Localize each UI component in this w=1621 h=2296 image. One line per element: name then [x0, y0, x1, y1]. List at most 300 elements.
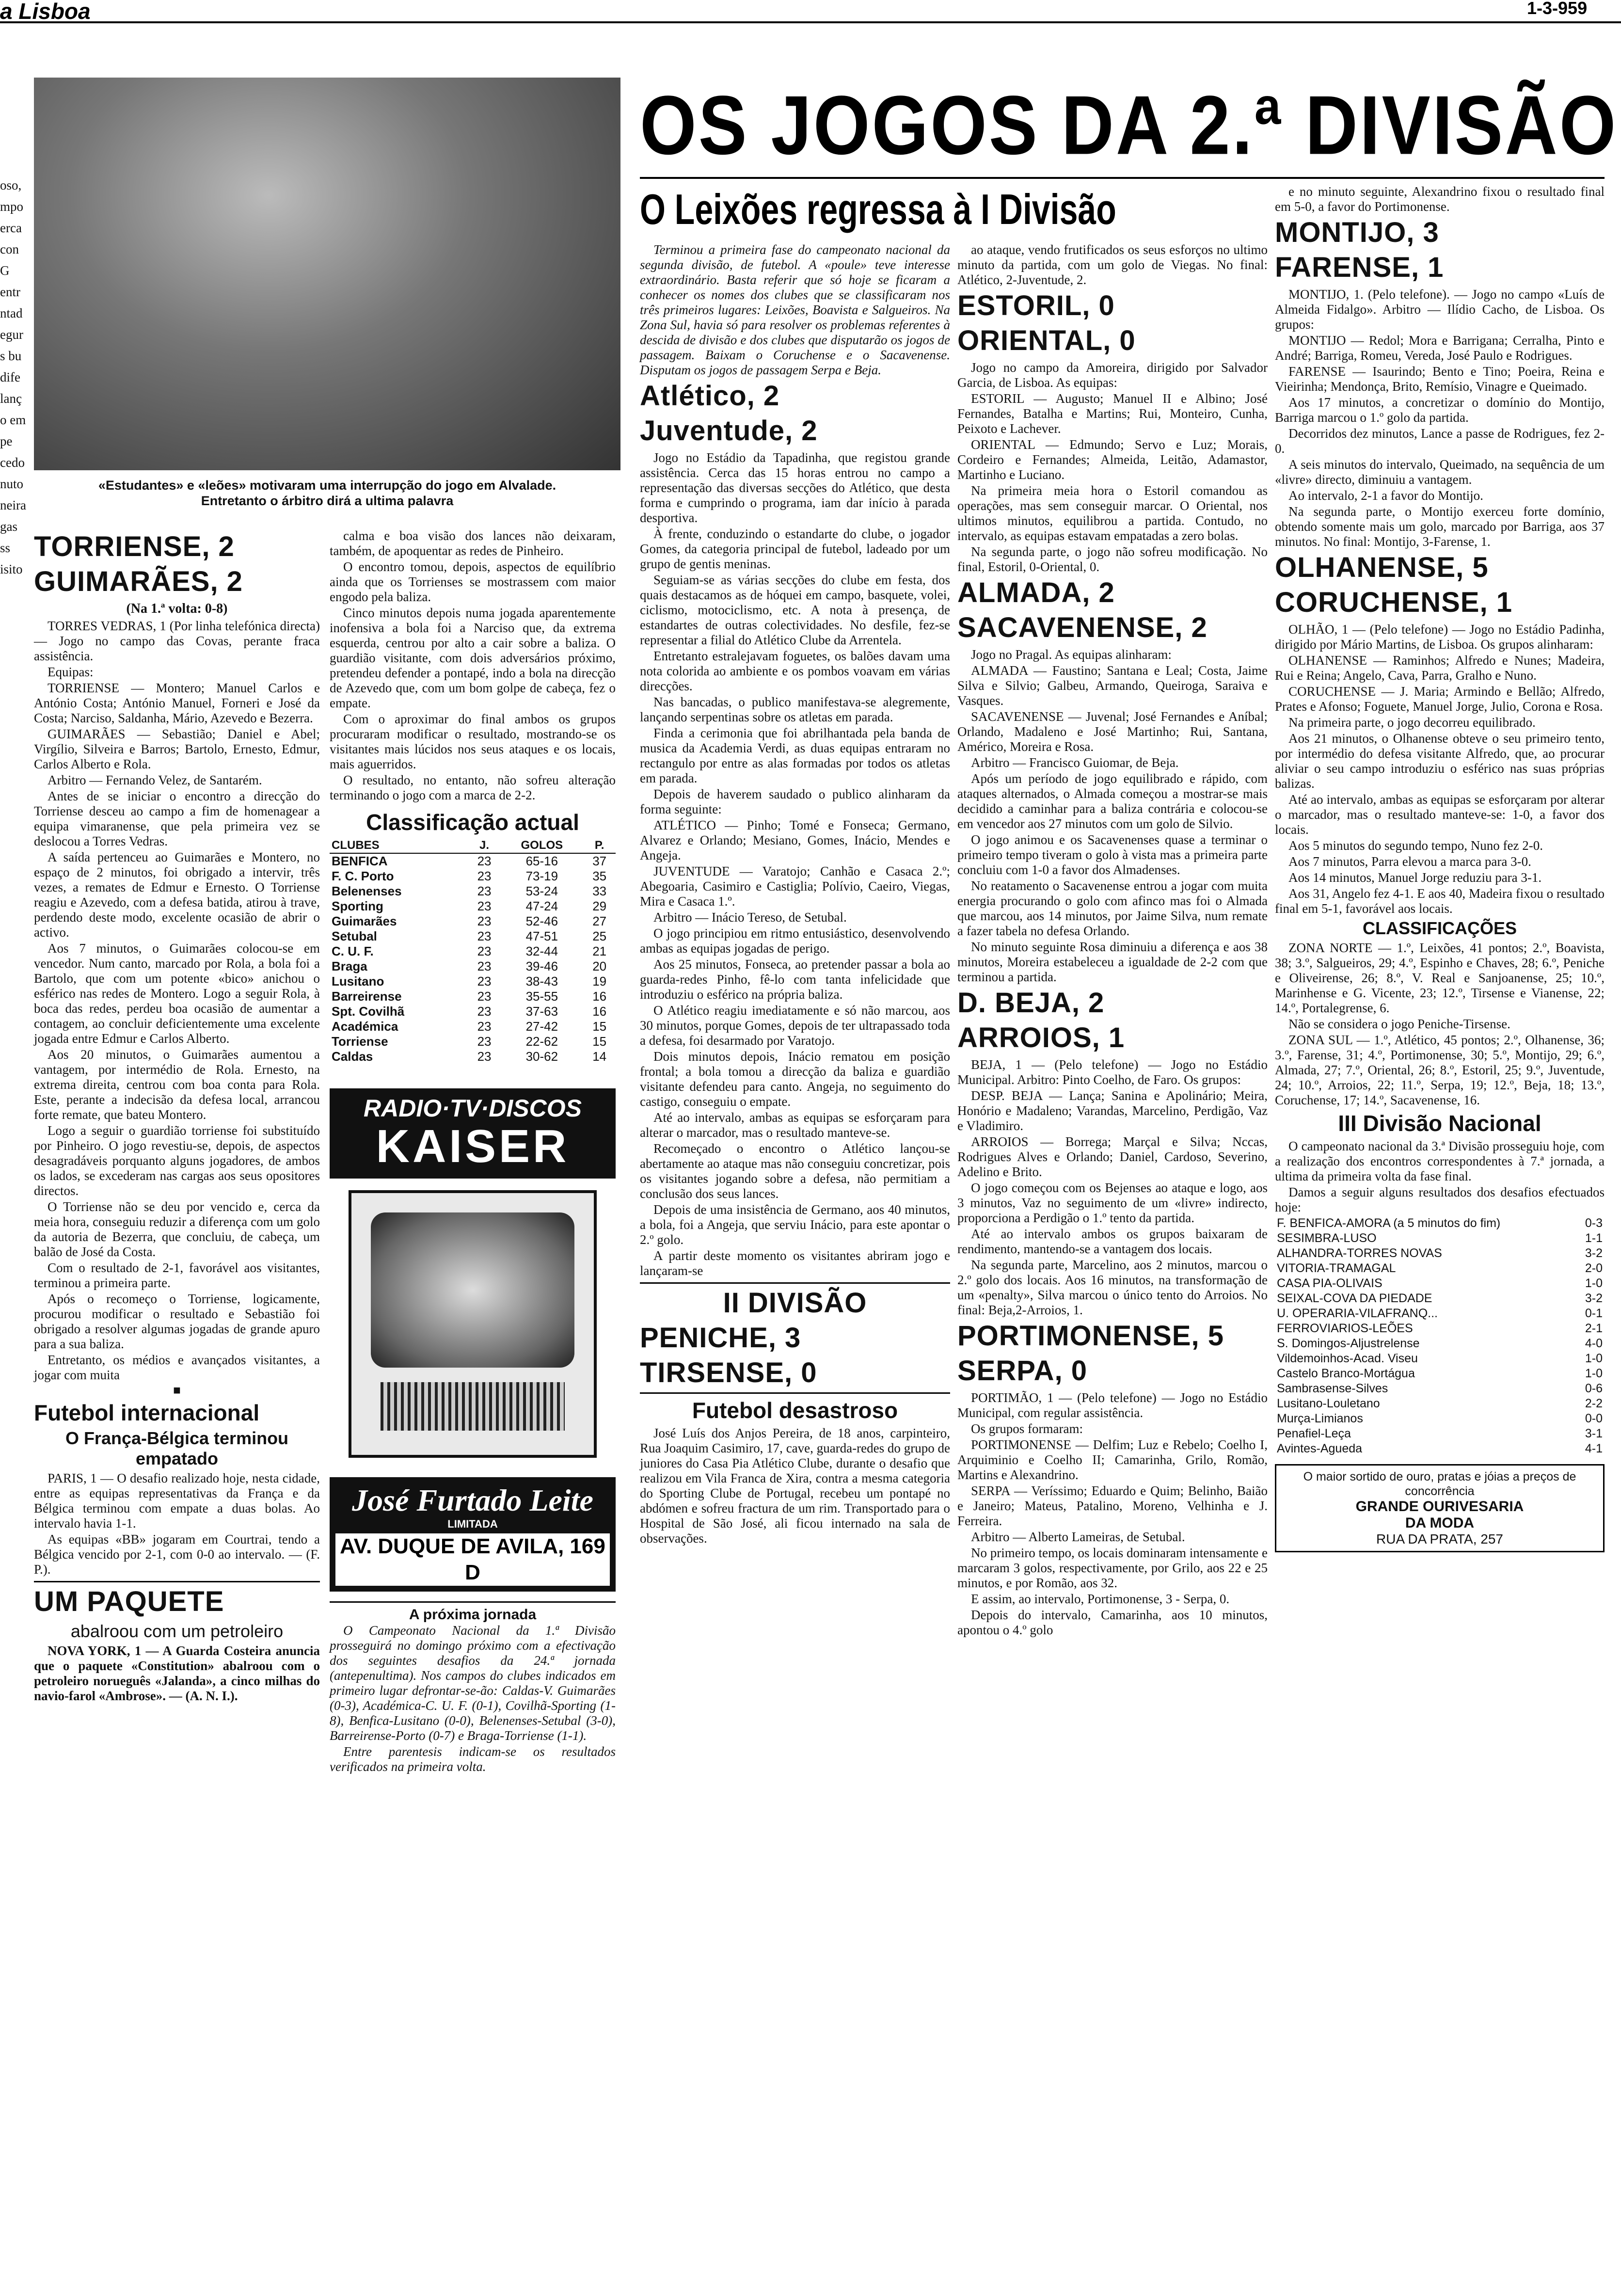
proxima-jornada-note: Entre parentesis indicam-se os resultados verificados na primeira volta. [330, 1744, 616, 1774]
article-paragraph: Não se considera o jogo Peniche-Tirsense. [1288, 1017, 1510, 1031]
rule [640, 1392, 950, 1394]
paquete-title: UM PAQUETE [34, 1586, 224, 1617]
match-cell: ALHANDRA-TORRES NOVAS [1277, 1246, 1442, 1260]
proxima-jornada-box [330, 1601, 616, 1774]
club-cell: Académica [332, 1019, 398, 1034]
article-paragraph: O Atlético reagiu imediatamente e só não marcou, aos 30 minutos, porque Gomes, depois de ter ultrapassado toda a defesa, foi desarmado por Varatojo. [640, 1003, 950, 1048]
score-cell: 3-2 [1585, 1246, 1603, 1260]
article-paragraph: Após o recomeço o Torriense, logicamente, procurou modificar o resultado e Sebastião foi obrigado a resolver algumas jogadas de grande apuro para a sua baliza. [34, 1292, 320, 1351]
article-paragraph: A saída pertenceu ao Guimarães e Montero, no espaço de 2 minutos, foi obrigado a intervir, três vezes, a remates de Edmur e Ernesto. O Torriense reagiu e Azevedo, com a defesa batida, atirou à trave, perdendo deste modo, excelente ocasião de abrir o activo. [34, 850, 320, 940]
p-cell: 27 [592, 914, 607, 928]
olhanense-title2: CORUCHENSE, 1 [1275, 587, 1512, 618]
golos-cell: 73-19 [525, 869, 558, 883]
torriense-continuation [330, 528, 616, 803]
j-cell: 23 [477, 1004, 492, 1019]
golos-cell: 27-42 [525, 1019, 558, 1034]
article-paragraph: Jogo no Estádio da Tapadinha, que registou grande assistência. Cerca das 15 horas entrou no campo a representação das diversas secções do Atlético, que desta forma e cumprindo o programa, iam dar início à parada desportiva. [640, 450, 950, 525]
article-paragraph: A seis minutos do intervalo, Queimado, na sequência de um «livre» directo, diminuiu a vantagem. [1275, 457, 1605, 487]
edge-fragment: nuto [0, 477, 24, 491]
table-row [330, 944, 616, 959]
article-paragraph: PORTIMONENSE — Delfim; Luz e Rebelo; Coelho I, Arquiminio e Coelho II; Camarinha, Grilo, Romão, Martins e Alexandrino. [957, 1437, 1268, 1482]
table-row [330, 1004, 616, 1019]
club-cell: Caldas [332, 1049, 373, 1064]
table-row [330, 884, 616, 899]
table-row [330, 989, 616, 1004]
golos-cell: 37-63 [525, 1004, 558, 1019]
ad-ourivesaria-line4: RUA DA PRATA, 257 [1376, 1531, 1503, 1547]
article-paragraph: Com o resultado de 2-1, favorável aos visitantes, terminou a primeira parte. [34, 1260, 320, 1290]
torriense-title1: TORRIENSE, 2 [34, 531, 235, 562]
col-clubes: CLUBES [330, 838, 468, 853]
edge-fragment: gas [0, 519, 17, 534]
article-paragraph: Aos 17 minutos, a concretizar o domínio do Montijo, Barriga marcou o 1.º golo da partida. [1275, 395, 1605, 425]
p-cell: 37 [592, 854, 607, 868]
article-paragraph: GUIMARÃES — Sebastião; Daniel e Abel; Virgílio, Silveira e Barros; Bartolo, Ernesto, Edmur, Carlos Alberto e Rola. [34, 727, 320, 771]
classificacao-table [330, 838, 616, 1064]
table-row [330, 914, 616, 929]
beja-text [957, 1057, 1268, 1318]
table-row [330, 959, 616, 974]
ad-ourivesaria-line1: O maior sortido de ouro, pratas e jóias a preços de concorrência [1303, 1470, 1576, 1498]
montijo-text [1275, 287, 1605, 549]
article-paragraph: Aos 7 minutos, Parra elevou a marca para 3-0. [1288, 854, 1531, 869]
p-cell: 16 [592, 989, 607, 1004]
score-cell: 1-0 [1585, 1352, 1603, 1365]
article-paragraph: Equipas: [48, 665, 94, 679]
j-cell: 23 [477, 854, 492, 868]
article-paragraph: Entretanto estralejavam foguetes, os balões davam uma nota colorida ao ambiente e os pombos voavam em várias direcções. [640, 649, 950, 693]
col-j: J. [468, 838, 501, 853]
table-row [330, 853, 616, 869]
tv-screen [371, 1212, 574, 1368]
article-paragraph: Nas bancadas, o publico manifestava-se alegremente, lançando serpentinas sobre os atletas em parada. [640, 695, 950, 724]
score-cell: 2-0 [1585, 1261, 1603, 1275]
table-row [330, 1034, 616, 1049]
estoril-title1: ESTORIL, 0 [957, 290, 1115, 321]
j-cell: 23 [477, 974, 492, 989]
result-row [1275, 1261, 1605, 1276]
col-golos: GOLOS [500, 838, 583, 853]
edge-fragment: isito [0, 562, 23, 576]
article-paragraph: Aos 7 minutos, o Guimarães colocou-se em vencedor. Num canto, marcado por Rola, a bola foi a Bartolo, que com um potente «bico» anichou o esférico nas redes de Montero. Logo a seguir Rola, à boca das redes, perdeu boa ocasião de aumentar a contagem, ao concluir deficientemente uma excelente jogada entre Edmur e Carlos Alberto. [34, 941, 320, 1046]
article-paragraph: BEJA, 1 — (Pelo telefone) — Jogo no Estádio Municipal. Arbitro: Pinto Coelho, de Faro. Os grupos: [957, 1057, 1268, 1087]
article-paragraph: O jogo começou com os Bejenses ao ataque e logo, aos 3 minutos, Vaz no seguimento de um «livre» indirecto, proporciona a Perdigão o 1.º tento da partida. [957, 1180, 1268, 1225]
article-paragraph: Aos 14 minutos, Manuel Jorge reduziu para 3-1. [1288, 870, 1542, 885]
club-cell: Braga [332, 959, 367, 973]
result-row [1275, 1351, 1605, 1366]
ad-furtado-sub: LIMITADA [447, 1518, 498, 1530]
golos-cell: 65-16 [525, 854, 558, 868]
result-row [1275, 1231, 1605, 1246]
p-cell: 16 [592, 1004, 607, 1019]
golos-cell: 22-62 [525, 1034, 558, 1049]
club-cell: Spt. Covilhã [332, 1004, 405, 1019]
rule [640, 1282, 950, 1284]
column-results [957, 242, 1268, 2167]
atletico-title2: Juventude, 2 [640, 415, 818, 446]
almada-title1: ALMADA, 2 [957, 577, 1115, 608]
score-cell: 0-1 [1585, 1307, 1603, 1320]
ii-divisao-title: II DIVISÃO [723, 1287, 867, 1319]
match-cell: Sambrasense-Silves [1277, 1382, 1388, 1395]
score-cell: 3-2 [1585, 1292, 1603, 1305]
ad-kaiser [330, 1088, 616, 1179]
table-row [330, 929, 616, 944]
j-cell: 23 [477, 989, 492, 1004]
match-cell: Penafiel-Leça [1277, 1427, 1351, 1440]
match-cell: VITORIA-TRAMAGAL [1277, 1261, 1396, 1275]
article-paragraph: Arbitro — Inácio Tereso, de Setubal. [653, 910, 847, 925]
title-rule [640, 177, 1605, 179]
club-cell: Sporting [332, 899, 383, 913]
p-cell: 20 [592, 959, 607, 973]
article-paragraph: Arbitro — Francisco Guiomar, de Beja. [971, 755, 1179, 770]
article-paragraph: O resultado, no entanto, não sofreu alteração terminando o jogo com a marca de 2-2. [330, 773, 616, 802]
club-cell: Barreirense [332, 989, 402, 1004]
article-paragraph: Até ao intervalo ambos os grupos baixaram de rendimento, mantendo-se a vantagem dos locais. [957, 1227, 1268, 1256]
article-paragraph: SACAVENENSE — Juvenal; José Fernandes e Aníbal; Orlando, Madaleno e José Martinho; Rui, Santana, Américo, Moreira e Rosa. [957, 709, 1268, 754]
article-paragraph: Na primeira parte, o jogo decorreu equilibrado. [1288, 715, 1536, 730]
p-cell: 19 [592, 974, 607, 989]
desastroso-title: Futebol desastroso [692, 1398, 898, 1423]
article-paragraph: TORRIENSE — Montero; Manuel Carlos e António Costa; António Manuel, Forneri e José da Costa; Narciso, Saldanha, Mário, Azevedo e Bezerra. [34, 681, 320, 725]
photo-caption-line1: «Estudantes» e «leões» motivaram uma interrupção do jogo em Alvalade. [98, 478, 556, 493]
match-cell: Castelo Branco-Mortágua [1277, 1367, 1415, 1380]
score-cell: 2-2 [1585, 1397, 1603, 1410]
article-paragraph: Recomeçado o encontro o Atlético lançou-se abertamente ao ataque mas não conseguiu concretizar, pois os visitantes jogando sobre a defesa, não permitiam a conclusão dos seus lances. [640, 1141, 950, 1201]
golos-cell: 32-44 [525, 944, 558, 958]
golos-cell: 53-24 [525, 884, 558, 898]
paquete-text [34, 1643, 320, 1704]
match-cell: SEIXAL-COVA DA PIEDADE [1277, 1292, 1432, 1305]
table-row [330, 1049, 616, 1064]
p-cell: 14 [592, 1049, 607, 1064]
article-paragraph: CORUCHENSE — J. Maria; Armindo e Bellão; Alfredo, Prates e Afonso; Foguete, Manuel Jorge, Julio, Corona e Rosa. [1275, 684, 1605, 714]
match-cell: Vildemoinhos-Acad. Viseu [1277, 1352, 1418, 1365]
ad-tv-illustration [349, 1190, 597, 1458]
atletico-ending-paragraph: ao ataque, vendo frutificados os seus esforços no ultimo minuto da partida, com um golo de Viegas. No final: Atlético, 2-Juventude, 2. [957, 242, 1268, 287]
article-paragraph: FARENSE — Isaurindo; Bento e Tino; Poeira, Reina e Vieirinha; Mendonça, Brito, Remísio, Vinagre e Queimado. [1275, 364, 1605, 394]
desastroso-paragraph: José Luís dos Anjos Pereira, de 18 anos, carpinteiro, Rua Joaquim Casimiro, 17, cave, guarda-redes do grupo de juniores do Casa Pia Atlético Clube, durante o desafio que realizou em Vila Franca de Xira, contra a mesma categoria do Sporting Clube de Portugal, recebeu um pontapé no abdómen e sofreu fractura de um rim. Transportado para o Hospital de São José, ali ficou internado na sala de observações. [640, 1426, 950, 1546]
match-cell: Murça-Limianos [1277, 1412, 1363, 1425]
j-cell: 23 [477, 899, 492, 913]
result-row [1275, 1216, 1605, 1231]
score-cell: 1-0 [1585, 1276, 1603, 1290]
column-right [1275, 184, 1605, 2167]
match-cell: Lusitano-Louletano [1277, 1397, 1380, 1410]
result-row [1275, 1321, 1605, 1336]
match-cell: SESIMBRA-LUSO [1277, 1231, 1377, 1245]
j-cell: 23 [477, 1049, 492, 1064]
article-paragraph: PORTIMÃO, 1 — (Pelo telefone) — Jogo no Estádio Municipal, com regular assistência. [957, 1390, 1268, 1420]
table-row [330, 1019, 616, 1034]
ad-ourivesaria-line2: GRANDE OURIVESARIA [1355, 1499, 1524, 1515]
result-row [1275, 1441, 1605, 1456]
futebol-internacional-subtitle: O França-Bélgica terminou empatado [65, 1428, 289, 1468]
edge-fragment: oso, [0, 178, 22, 192]
article-paragraph: TORRES VEDRAS, 1 (Por linha telefónica directa) — Jogo no campo das Covas, perante fraca assistência. [34, 619, 320, 663]
classificacoes-text [1275, 941, 1605, 1108]
article-paragraph: ATLÉTICO — Pinho; Tomé e Fonseca; Germano, Alvarez e Orlando; Mesiano, Gomes, Inácio, Mendes e Angeja. [640, 818, 950, 862]
desastroso-text [640, 1426, 950, 1546]
score-cell: 2-1 [1585, 1322, 1603, 1335]
golos-cell: 39-46 [525, 959, 558, 973]
result-row [1275, 1411, 1605, 1426]
article-paragraph: As equipas «BB» jogaram em Courtrai, tendo a Bélgica vencido por 2-1, com 0-0 ao intervalo. — (F. P.). [34, 1532, 320, 1577]
table-row [330, 974, 616, 989]
article-paragraph: ORIENTAL — Edmundo; Servo e Luz; Morais, Cordeiro e Fernandes; Almeida, Leitão, Adamastor, Martinho e Luciano. [957, 437, 1268, 482]
p-cell: 29 [592, 899, 607, 913]
p-cell: 35 [592, 869, 607, 883]
tirsense-title: TIRSENSE, 0 [640, 1357, 817, 1388]
portimonense-text [957, 1390, 1268, 1638]
article-paragraph: E assim, ao intervalo, Portimonense, 3 - Serpa, 0. [971, 1592, 1230, 1606]
club-cell: C. U. F. [332, 944, 374, 958]
almada-text [957, 647, 1268, 985]
article-paragraph: OLHANENSE — Raminhos; Alfredo e Nunes; Madeira, Rui e Reina; Angelo, Cava, Parra, Gralho e Nuno. [1275, 653, 1605, 683]
article-paragraph: JUVENTUDE — Varatojo; Canhão e Casaca 2.º; Abegoaria, Casimiro e Castiglia; Polívio, Caeiro, Viegas, Mira e Casaca 1.º. [640, 864, 950, 909]
atletico-title1: Atlético, 2 [640, 380, 780, 412]
classificacoes-title: CLASSIFICAÇÕES [1362, 918, 1517, 938]
portimonense-ending [1275, 184, 1605, 214]
photo-match [34, 78, 620, 470]
ad-kaiser-line1: RADIO·TV·DISCOS [364, 1095, 582, 1122]
match-cell: Avintes-Agueda [1277, 1442, 1363, 1455]
article-paragraph: Aos 5 minutos do segundo tempo, Nuno fez 2-0. [1288, 838, 1543, 853]
edge-fragments [0, 175, 29, 580]
article-paragraph: Dois minutos depois, Inácio rematou em posição frontal; a bola tomou a direcção da baliza e guardião visitante defendeu para canto. Angeja, no seguimento do castigo, conseguiu o empate. [640, 1049, 950, 1109]
result-row [1275, 1306, 1605, 1321]
article-paragraph: Depois do intervalo, Camarinha, aos 10 minutos, apontou o 4.º golo [957, 1608, 1268, 1637]
iii-divisao-title: III Divisão Nacional [1338, 1111, 1542, 1136]
club-cell: Torriense [332, 1034, 388, 1049]
portimonense-title1: PORTIMONENSE, 5 [957, 1320, 1224, 1352]
edge-fragment: cedo [0, 455, 25, 470]
futebol-internacional-title: Futebol internacional [34, 1400, 260, 1425]
match-cell: FERROVIARIOS-LEÕES [1277, 1322, 1413, 1335]
masthead-date: 1-3-959 [1527, 0, 1588, 18]
j-cell: 23 [477, 944, 492, 958]
edge-fragment: con [0, 242, 19, 256]
atletico-text [640, 450, 950, 1278]
golos-cell: 38-43 [525, 974, 558, 989]
article-paragraph: Depois de haverem saudado o publico alinharam da forma seguinte: [640, 787, 950, 816]
club-cell: F. C. Porto [332, 869, 394, 883]
article-paragraph: Entretanto, os médios e avançados visitantes, a jogar com muita [34, 1353, 320, 1382]
edge-fragment: s bu [0, 349, 22, 363]
p-cell: 33 [592, 884, 607, 898]
column-classificacao [330, 528, 616, 2167]
column-torriense [34, 528, 320, 2167]
masthead-rule [0, 21, 1621, 23]
separator: ■ [173, 1383, 181, 1397]
result-row [1275, 1426, 1605, 1441]
article-paragraph: MONTIJO — Redol; Mora e Barrigana; Cerralha, Pinto e André; Barriga, Romeu, Vereda, José Paulo e Rodrigues. [1275, 333, 1605, 363]
p-cell: 21 [592, 944, 607, 958]
article-paragraph: A partir deste momento os visitantes abriram jogo e lançaram-se [640, 1248, 950, 1278]
article-paragraph: Depois de uma insistência de Germano, aos 40 minutos, a bola, foi a Angeja, que serviu Inácio, para este apontar o 2.º golo. [640, 1202, 950, 1247]
club-cell: Guimarães [332, 914, 397, 928]
edge-fragment: mpo [0, 199, 24, 214]
article-paragraph: Com o aproximar do final ambos os grupos procuraram modificar o resultado, mostrando-se os visitantes mais lúcidos nos seus ataques e os locais, mais aguerridos. [330, 712, 616, 771]
montijo-title1: MONTIJO, 3 [1275, 217, 1439, 248]
article-paragraph: No minuto seguinte Rosa diminuiu a diferença e aos 38 minutos, Moreira estabeleceu a igualdade de 2-2 com que terminou a partida. [957, 940, 1268, 984]
ad-furtado-name: José Furtado Leite [352, 1483, 593, 1517]
article-paragraph: ZONA NORTE — 1.º, Leixões, 41 pontos; 2.º, Boavista, 38; 3.º, Salgueiros, 29; 4.º, Espinho e Chaves, 28; 6.º, Peniche e Oliveirense, 26; 8.º, V. Real e Sanjoanense, 25; 10.º, Marinhense e G. Vicente, 23; 12.º, Tirsense e Vianense, 22; 14.º, Portalegrense, 6. [1275, 941, 1605, 1015]
leixoes-intro [640, 242, 950, 378]
edge-fragment: lanç [0, 391, 22, 406]
club-cell: Belenenses [332, 884, 402, 898]
ad-furtado-address: AV. DUQUE DE AVILA, 169 D [335, 1533, 610, 1586]
montijo-title2: FARENSE, 1 [1275, 252, 1444, 283]
score-cell: 4-1 [1585, 1442, 1603, 1455]
edge-fragment: egur [0, 327, 23, 342]
estoril-text [957, 360, 1268, 574]
match-cell: S. Domingos-Aljustrelense [1277, 1337, 1420, 1350]
j-cell: 23 [477, 1034, 492, 1049]
table-row [330, 899, 616, 914]
article-paragraph: Decorridos dez minutos, Lance a passe de Rodrigues, fez 2-0. [1275, 426, 1605, 456]
club-cell: Lusitano [332, 974, 384, 989]
match-cell: CASA PIA-OLIVAIS [1277, 1276, 1383, 1290]
proxima-jornada-text [330, 1623, 616, 1774]
result-row [1275, 1291, 1605, 1306]
article-paragraph: OLHÃO, 1 — (Pelo telefone) — Jogo no Estádio Padinha, dirigido por Mário Martins, de Lisboa. Os grupos alinharam: [1275, 622, 1605, 652]
beja-title2: ARROIOS, 1 [957, 1022, 1125, 1053]
article-paragraph: O Torriense não se deu por vencido e, cerca da meia hora, conseguiu reduzir a diferença com um golo da autoria de Bezerra, que concluiu, de cabeça, um balão de José da Costa. [34, 1199, 320, 1259]
torriense-title2: GUIMARÃES, 2 [34, 566, 243, 597]
olhanense-text [1275, 622, 1605, 916]
article-paragraph: Arbitro — Fernando Velez, de Santarém. [48, 773, 262, 787]
article-paragraph: O campeonato nacional da 3.ª Divisão prosseguiu hoje, com a realização dos encontros correspondentes à 7.ª jornada, a ultima da primeira volta da fase final. [1275, 1139, 1605, 1183]
score-cell: 0-6 [1585, 1382, 1603, 1395]
edge-fragment: pe [0, 434, 13, 448]
article-paragraph: O jogo principiou em ritmo entusiástico, desenvolvendo ambas as equipas jogadas de perigo. [640, 926, 950, 956]
article-paragraph: Na primeira meia hora o Estoril comandou as operações, mas sem conseguir marcar. O Oriental, nos ultimos minutos, equilibrou a partida. Contudo, no intervalo, as equipas estavam empatadas a zero bolas. [957, 483, 1268, 543]
article-paragraph: ALMADA — Faustino; Santana e Leal; Costa, Jaime Silva e Silvio; Galbeu, Armando, Queiroga, Saraiva e Vasques. [957, 663, 1268, 708]
article-paragraph: Finda a cerimonia que foi abrilhantada pela banda de musica da Academia Verdi, as duas equipas entraram no rectangulo por entre as alas formadas por todos os atletas em parada. [640, 726, 950, 785]
rule [34, 1581, 320, 1582]
article-paragraph: PARIS, 1 — O desafio realizado hoje, nesta cidade, entre as equipas representativas da França e da Bélgica terminou com empate a duas bolas. Ao intervalo havia 1-1. [34, 1471, 320, 1531]
score-cell: 0-0 [1585, 1412, 1603, 1425]
result-row [1275, 1366, 1605, 1381]
article-paragraph: No reatamento o Sacavenense entrou a jogar com muita energia procurando o golo com afinco mas foi o Almada que marcou, aos 14 minutos, por Jaime Silva, num remate a fazer tabela no defesa Orlando. [957, 878, 1268, 938]
edge-fragment: entr [0, 285, 20, 299]
olhanense-title1: OLHANENSE, 5 [1275, 552, 1489, 583]
beja-title1: D. BEJA, 2 [957, 987, 1105, 1019]
club-cell: Setubal [332, 929, 377, 943]
j-cell: 23 [477, 959, 492, 973]
score-cell: 4-0 [1585, 1337, 1603, 1350]
j-cell: 23 [477, 914, 492, 928]
edge-fragment: G [0, 263, 10, 278]
article-paragraph: Após um período de jogo equilibrado e rápido, com ataques alternados, o Almada começou a mostrar-se mais decidido a caminhar para a baliza contrária e colocou-se em vencedor aos 27 minutos com um golo de Silvio. [957, 771, 1268, 831]
atletico-ending [957, 242, 1268, 287]
article-paragraph: Cinco minutos depois numa jogada aparentemente inofensiva a bola foi a Narciso que, da extrema esquerda, centrou por alto a cair sobre a baliza. O guardião visitante, com dois adversários próximo, pretendeu defender a pontapé, indo a bola na direcção de Azevedo que, com um bom golpe de cabeça, fez o empate. [330, 606, 616, 710]
edge-fragment: neira [0, 498, 26, 512]
article-paragraph: Damos a seguir alguns resultados dos desafios efectuados hoje: [1275, 1185, 1605, 1214]
ad-furtado-leite [330, 1477, 616, 1592]
article-paragraph: DESP. BEJA — Lança; Sanina e Apolinário; Meira, Honório e Madaleno; Varandas, Marcelino, Perdigão, Vaz e Vladimiro. [957, 1088, 1268, 1133]
futebol-internacional-text [34, 1471, 320, 1577]
j-cell: 23 [477, 869, 492, 883]
match-cell: U. OPERARIA-VILAFRANQ... [1277, 1307, 1438, 1320]
classificacao-title: Classificação actual [366, 810, 579, 835]
edge-fragment: erca [0, 221, 22, 235]
paquete-subtitle: abalroou com um petroleiro [70, 1621, 284, 1641]
j-cell: 23 [477, 929, 492, 943]
article-paragraph: Na segunda parte, o jogo não sofreu modificação. No final, Estoril, 0-Oriental, 0. [957, 544, 1268, 574]
masthead-section: a Lisboa [0, 0, 91, 24]
article-paragraph: ESTORIL — Augusto; Manuel II e Albino; José Fernandes, Batalha e Martins; Rui, Monteiro, Cunha, Peixoto e Lachever. [957, 391, 1268, 436]
almada-title2: SACAVENENSE, 2 [957, 612, 1208, 643]
article-paragraph: Aos 31, Angelo fez 4-1. E aos 40, Madeira fixou o resultado final em 5-1, favorável aos locais. [1275, 886, 1605, 916]
article-paragraph: Aos 20 minutos, o Guimarães aumentou a vantagem, por intermédio de Rola. Ernesto, na extrema direita, centrou com boa conta para Rola. Este, perante a indecisão da defesa local, arrancou forte remate, que bateu Montero. [34, 1047, 320, 1122]
tv-grille [381, 1382, 565, 1431]
score-cell: 0-3 [1585, 1216, 1603, 1230]
article-paragraph: ARROIOS — Borrega; Marçal e Silva; Nccas, Rodrigues Alves e Orlando; Daniel, Cardoso, Severino, Adelino e Brito. [957, 1134, 1268, 1179]
ad-ourivesaria [1275, 1464, 1605, 1552]
article-paragraph: Jogo no campo da Amoreira, dirigido por Salvador Garcia, de Lisboa. As equipas: [957, 360, 1268, 390]
article-paragraph: Ao intervalo, 2-1 a favor do Montijo. [1288, 488, 1483, 503]
article-paragraph: Seguiam-se as várias secções do clube em festa, dos quais destacamos as de hóquei em campo, basquete, volei, ciclismo, motociclismo, etc. A nota à presença, de estandartes de outras colectividades. No desfile, fez-se representar a filial do Atlético Clube da Arrentela. [640, 573, 950, 647]
article-paragraph: Logo a seguir o guardião torriense foi substituído por Pinheiro. O jogo revestiu-se, depois, de aspectos desagradáveis porquanto alguns jogadores, de ambos os lados, se excederam nas cargas aos seus opositores directos. [34, 1123, 320, 1198]
table-row [330, 869, 616, 884]
golos-cell: 30-62 [525, 1049, 558, 1064]
edge-fragment: o em [0, 413, 26, 427]
golos-cell: 35-55 [525, 989, 558, 1004]
iii-divisao-results [1275, 1216, 1605, 1456]
article-paragraph: O jogo animou e os Sacavenenses quase a terminar o primeiro tempo tiveram o golo à vista mas a primeira parte concluiu com 1-0 a favor dos Almadenses. [957, 832, 1268, 877]
ad-ourivesaria-line3: DA MODA [1405, 1515, 1475, 1531]
article-paragraph: Até ao intervalo, ambas as equipas se esforçaram por alterar o marcador, mas o resultado manteve-se: 1-0, a favor dos locais. [1275, 792, 1605, 837]
result-row [1275, 1276, 1605, 1291]
article-paragraph: Arbitro — Alberto Lameiras, de Setubal. [971, 1530, 1185, 1544]
col-p: P. [583, 838, 616, 853]
golos-cell: 47-51 [525, 929, 558, 943]
p-cell: 25 [592, 929, 607, 943]
result-row [1275, 1246, 1605, 1261]
proxima-jornada-title: A próxima jornada [409, 1607, 537, 1623]
portimonense-ending-paragraph: e no minuto seguinte, Alexandrino fixou o resultado final em 5-0, a favor do Portimonense. [1275, 184, 1605, 214]
article-paragraph: Antes de se iniciar o encontro a direcção do Torriense desceu ao campo a fim de homenagear a equipa vimaranense, que pela primeira vez se deslocou a Torres Vedras. [34, 789, 320, 848]
leixoes-title: O Leixões regressa à I Divisão [640, 185, 1116, 234]
article-paragraph: calma e boa visão dos lances não deixaram, também, de apoquentar as redes de Pinheiro. [330, 528, 616, 558]
article-paragraph: Aos 25 minutos, Fonseca, ao pretender passar a bola ao guarda-redes Pinho, fê-lo com tanta infelicidade que introduziu o esférico na própria baliza. [640, 957, 950, 1002]
portimonense-title2: SERPA, 0 [957, 1355, 1088, 1387]
j-cell: 23 [477, 1019, 492, 1034]
result-row [1275, 1381, 1605, 1396]
edge-fragment: ss [0, 541, 11, 555]
article-paragraph: Os grupos formaram: [971, 1421, 1083, 1436]
main-title: OS JOGOS DA 2.ª DIVISÃO [640, 78, 1618, 172]
torriense-first-leg: (Na 1.ª volta: 0-8) [126, 601, 228, 616]
golos-cell: 47-24 [525, 899, 558, 913]
iii-divisao-text [1275, 1139, 1605, 1215]
peniche-title: PENICHE, 3 [640, 1322, 801, 1354]
golos-cell: 52-46 [525, 914, 558, 928]
article-paragraph: NOVA YORK, 1 — A Guarda Costeira anuncia que o paquete «Constitution» abalroou com o petroleiro norueguês «Jalanda», a cinco milhas do navio-farol «Ambrose». — (A. N. I.). [34, 1643, 320, 1703]
edge-fragment: dife [0, 370, 20, 384]
ad-kaiser-line2: KAISER [376, 1120, 570, 1172]
article-paragraph: Até ao intervalo, ambas as equipas se esforçaram para alterar o marcador, mas o resultado manteve-se. [640, 1110, 950, 1140]
article-paragraph: Na segunda parte, o Montijo exerceu forte domínio, obtendo somente mais um golo, marcado por Barriga, aos 37 minutos. No final: Montijo, 3-Farense, 1. [1275, 504, 1605, 549]
photo-caption-line2: Entretanto o árbitro dirá a ultima palavra [201, 494, 454, 508]
leixoes-intro-paragraph: Terminou a primeira fase do campeonato nacional da segunda divisão, de futebol. A «poule» teve interesse extraordinário. Basta referir que só hoje se ficaram a conhecer os nomes dos clubes que se classificaram nos três primeiros lugares: Leixões, Boavista e Salgueiros. Na Zona Sul, havia só para resolver os problemas referentes à descida de divisão e dos clubes que disputarão os jogos de passagem. Baixam o Coruchense e o Sacavenense. Disputam os jogos de passagem Serpa e Beja. [640, 242, 950, 377]
j-cell: 23 [477, 884, 492, 898]
article-paragraph: No primeiro tempo, os locais dominaram intensamente e marcaram 3 golos, respectivamente, por Grilo, aos 22 e 25 minutos, e por Romão, aos 32. [957, 1546, 1268, 1590]
proxima-jornada-paragraph: O Campeonato Nacional da 1.ª Divisão prosseguirá no domingo próximo com a efectivação dos seguintes desafios da 24.ª jornada (antepenultima). Nos campos do clubes indicados em primeiro lugar defrontar-se-ão: Caldas-V. Guimarães (0-3), Académica-C. U. F. (0-1), Covilhã-Sporting (1-8), Benfica-Lusitano (0-0), Belenenses-Setubal (3-0), Barreirense-Porto (0-7) e Braga-Torriense (1-1). [330, 1623, 616, 1743]
